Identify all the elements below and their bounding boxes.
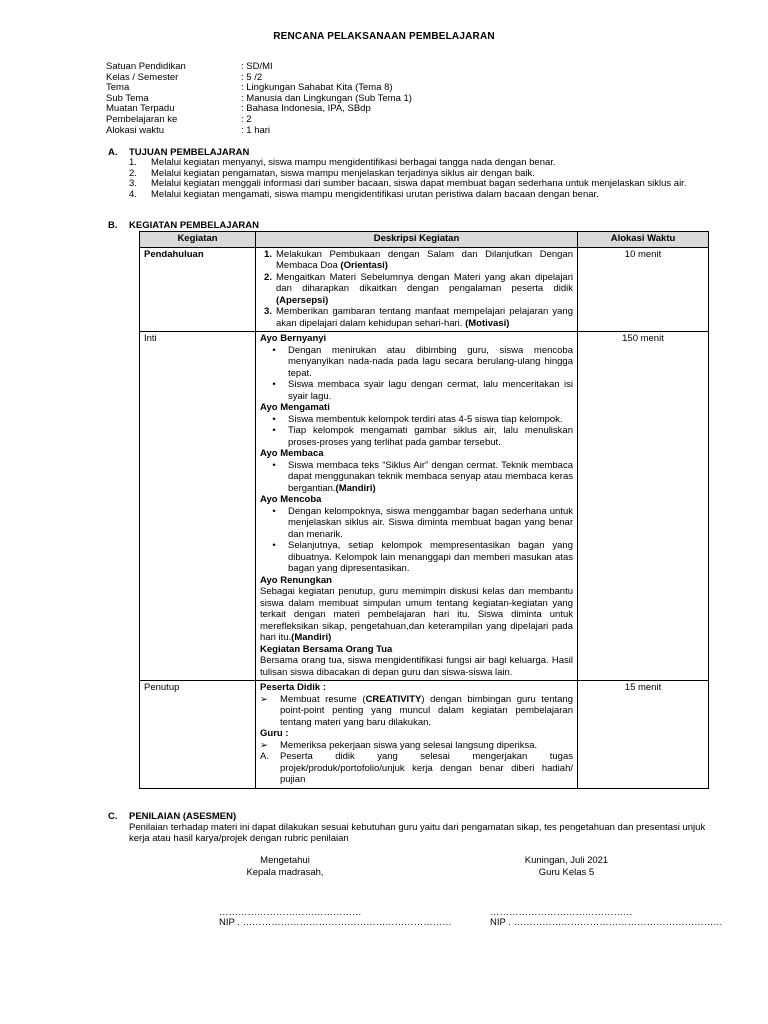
item-text: Melalui kegiatan pengamatan, siswa mampu menjelaskan terjadinya siklus air dengan baik. [151, 167, 535, 179]
identity-label: Muatan Terpadu [106, 103, 175, 115]
item-number: 4. [129, 188, 137, 200]
list-item [129, 179, 714, 190]
list-item [260, 460, 573, 495]
pendahuluan-description [256, 247, 578, 332]
arrow-bullet-icon: ➢ [260, 693, 268, 705]
signature-left-line1: Mengetahui [260, 855, 310, 866]
item-text: Sebagai kegiatan penutup, guru memimpin diskusi kelas dan membantu siswa dalam membuat simpulan umum tentang kegiatan-kegiatan yang terkait dengan materi pembelajaran hari itu. Siswa diminta untuk merefleksikan sikap, pengetahuan,dan keterampilan yang dipelajari pada hari itu. [260, 586, 573, 643]
subheading-guru: Guru : [260, 728, 289, 739]
bullet-icon: • [272, 425, 276, 436]
list-item [260, 540, 573, 575]
header-deskripsi: Deskripsi Kegiatan [256, 232, 578, 248]
identity-value: : Bahasa Indonesia, IPA, SBdp [241, 103, 371, 115]
identity-value: : 2 [241, 113, 252, 125]
subheading-orang-tua: Kegiatan Bersama Orang Tua [260, 643, 393, 655]
item-text: Memeriksa pekerjaan siswa yang selesai langsung diperiksa. [280, 739, 538, 751]
paragraph-renungkan [260, 586, 573, 644]
signature-left-nip: NIP . ………………………………………………………… [219, 917, 452, 928]
item-number: 3. [129, 178, 137, 189]
signature-right-line2: Guru Kelas 5 [538, 866, 595, 878]
item-text: Siswa membaca syair lagu dengan cermat, lalu menceritakan isi syair lagu. [288, 379, 573, 402]
signature-left-line2: Kepala madrasah, [246, 866, 324, 878]
list-item [260, 751, 573, 786]
row-label-penutup: Penutup [140, 681, 256, 789]
identity-row [106, 126, 706, 137]
item-text: Siswa membaca teks “Siklus Air” dengan cermat. Teknik membaca dapat menggunakan teknik membaca senyap atau membaca keras bergantian. [288, 459, 573, 494]
list-item [260, 740, 573, 752]
item-bold: CREATIVITY [365, 693, 422, 705]
item-text: Tiap kelompok mengamati gambar siklus air, lalu menuliskan proses-proses yang terlihat pada gambar tersebut. [288, 425, 573, 448]
signature-right-line1: Kuningan, Juli 2021 [524, 855, 609, 866]
identity-label: Alokasi waktu [106, 124, 165, 136]
bullet-icon: • [272, 540, 276, 551]
item-text: Melalui kegiatan mengamati, siswa mampu mengidentifikasi urutan peristiwa dalam bacaan dengan benar. [151, 188, 599, 200]
item-text: Selanjutnya, setiap kelompok mempresentasikan bagan yang dibuatnya. Kelompok lain menanggapi dan memberi masukan atas bagan yang dipresentasikan. [288, 540, 573, 574]
identity-row [106, 73, 706, 84]
item-text: ) dengan bimbingan guru tentang point-point penting yang muncul dalam kegiatan pembelajaran tentang materi yang baru dilakukan. [280, 693, 573, 728]
item-text: Melalui kegiatan menggali informasi dari sumber bacaan, siswa dapat membuat bagan sederhana untuk menjelaskan siklus air. [151, 178, 687, 189]
list-item [260, 414, 573, 426]
list-item [129, 190, 714, 201]
bullet-icon: • [272, 413, 276, 425]
item-bold: (Mandiri) [291, 632, 332, 643]
subheading-ayo-mencoba: Ayo Mencoba [260, 494, 322, 505]
signature-right-heading [484, 855, 649, 878]
item-text: Melalui kegiatan menyanyi, siswa mampu mengidentifikasi berbagai tangga nada dengan benar. [151, 157, 556, 168]
item-text: Melakukan Pembukaan dengan Salam dan Dilanjutkan Dengan Membaca Doa [276, 248, 573, 271]
inti-description [256, 332, 578, 681]
list-item [260, 425, 573, 448]
subheading-ayo-bernyanyi: Ayo Bernyanyi [260, 333, 327, 344]
item-marker: A. [260, 751, 269, 762]
table-row [140, 247, 709, 332]
item-text: Memberikan gambaran tentang manfaat mempelajari pelajaran yang akan dipelajari dalam kehidupan sehari-hari. [276, 306, 573, 329]
signature-left-dots: ……………………………………… [219, 907, 362, 918]
item-text: Dengan kelompoknya, siswa menggambar bagan sederhana untuk menjelaskan siklus air. Siswa diminta membuat bagan yang benar dan menarik. [288, 505, 573, 540]
list-item [260, 345, 573, 380]
signature-right-dots: ……………………………………… [490, 907, 633, 918]
identity-label: Satuan Pendidikan [106, 61, 186, 72]
time-inti: 150 menit [578, 332, 709, 681]
activities-table [139, 231, 709, 789]
item-text: Peserta didik yang selesai mengerjakan tugas projek/produk/portofolio/unjuk kerja dengan benar diberi hadiah/ pujian [280, 751, 573, 785]
list-item [260, 506, 573, 541]
subheading-ayo-renungkan: Ayo Renungkan [260, 574, 332, 586]
list-item [260, 272, 573, 307]
identity-value: : 5 /2 [241, 71, 263, 83]
identity-value: : 1 hari [241, 124, 271, 136]
item-number: 1. [264, 248, 272, 260]
identity-value: : Lingkungan Sahabat Kita (Tema 8) [241, 82, 393, 94]
identity-label: Sub Tema [106, 92, 149, 104]
time-penutup: 15 menit [578, 681, 709, 789]
time-pendahuluan: 10 menit [578, 247, 709, 332]
identity-row [106, 62, 706, 73]
signature-right-nip: NIP . ………………………………………………………… [490, 917, 723, 928]
section-title: TUJUAN PEMBELAJARAN [129, 147, 250, 158]
identity-value: : Manusia dan Lingkungan (Sub Tema 1) [241, 92, 412, 104]
bullet-icon: • [272, 379, 276, 390]
identity-row [106, 104, 706, 115]
item-text: Membuat resume ( [280, 693, 366, 705]
header-kegiatan: Kegiatan [140, 232, 256, 248]
identity-label: Kelas / Semester [106, 71, 179, 83]
section-title: KEGIATAN PEMBELAJARAN [129, 220, 260, 231]
penutup-description [256, 681, 578, 789]
bullet-icon: • [272, 459, 276, 471]
item-text: Dengan menirukan atau dibimbing guru, siswa mencoba menyanyikan nada-nada pada lagu secara berulang-ulang hingga tepat. [288, 344, 573, 379]
section-letter: B. [108, 220, 118, 231]
section-title: PENILAIAN (ASESMEN) [129, 811, 237, 822]
item-bold: (Orientasi) [340, 260, 388, 271]
table-row [140, 332, 709, 681]
arrow-bullet-icon: ➢ [260, 739, 268, 751]
section-letter: A. [108, 147, 118, 158]
subheading-ayo-mengamati: Ayo Mengamati [260, 402, 330, 413]
bullet-icon: • [272, 344, 276, 356]
objectives-list [129, 158, 714, 200]
identity-value: : SD/MI [241, 61, 273, 72]
list-item [260, 379, 573, 402]
list-item [260, 306, 573, 329]
document-title: RENCANA PELAKSANAAN PEMBELAJARAN [273, 31, 495, 42]
list-item [260, 694, 573, 729]
bullet-icon: • [272, 505, 276, 517]
header-alokasi: Alokasi Waktu [578, 232, 709, 248]
section-c-heading [108, 811, 236, 823]
list-item [129, 158, 714, 169]
subheading-peserta-didik: Peserta Didik : [260, 682, 326, 693]
identity-label: Pembelajaran ke [106, 113, 178, 125]
item-bold: (Mandiri) [335, 482, 376, 494]
item-number: 3. [264, 306, 272, 317]
table-row [140, 681, 709, 789]
identity-label: Tema [106, 82, 130, 94]
signature-left-heading [210, 855, 360, 878]
table-header-row [140, 232, 709, 248]
subheading-ayo-membaca: Ayo Membaca [260, 448, 324, 459]
paragraph-orang-tua: Bersama orang tua, siswa mengidentifikasi fungsi air bagi keluarga. Hasil tulisan siswa dibacakan di depan guru dan siswa-siswa lain. [260, 655, 573, 678]
item-number: 2. [129, 167, 137, 179]
item-number: 2. [264, 271, 272, 283]
item-text: Siswa membentuk kelompok terdiri atas 4-5 siswa tiap kelompok. [288, 413, 563, 425]
section-letter: C. [108, 811, 118, 822]
item-text: Mengaitkan Materi Sebelumnya dengan Materi yang akan dipelajari dan diharapkan dikaitkan dengan pengalaman peserta didik [276, 271, 573, 294]
item-bold: (Motivasi) [465, 317, 510, 329]
assessment-paragraph: Penilaian terhadap materi ini dapat dilakukan sesuai kebutuhan guru yaitu dari pengamatan sikap, tes pengetahuan dan presentasi unjuk kerja atau hasil karya/projek dengan rubric penilaian [129, 822, 706, 844]
item-bold: (Apersepsi) [276, 294, 329, 306]
identity-row [106, 115, 706, 126]
section-b-heading [108, 220, 259, 232]
list-item [260, 249, 573, 272]
row-label-pendahuluan: Pendahuluan [140, 247, 256, 332]
row-label-inti: Inti [140, 332, 256, 681]
identity-block [106, 62, 706, 136]
identity-row [106, 94, 706, 105]
item-number: 1. [129, 157, 137, 168]
